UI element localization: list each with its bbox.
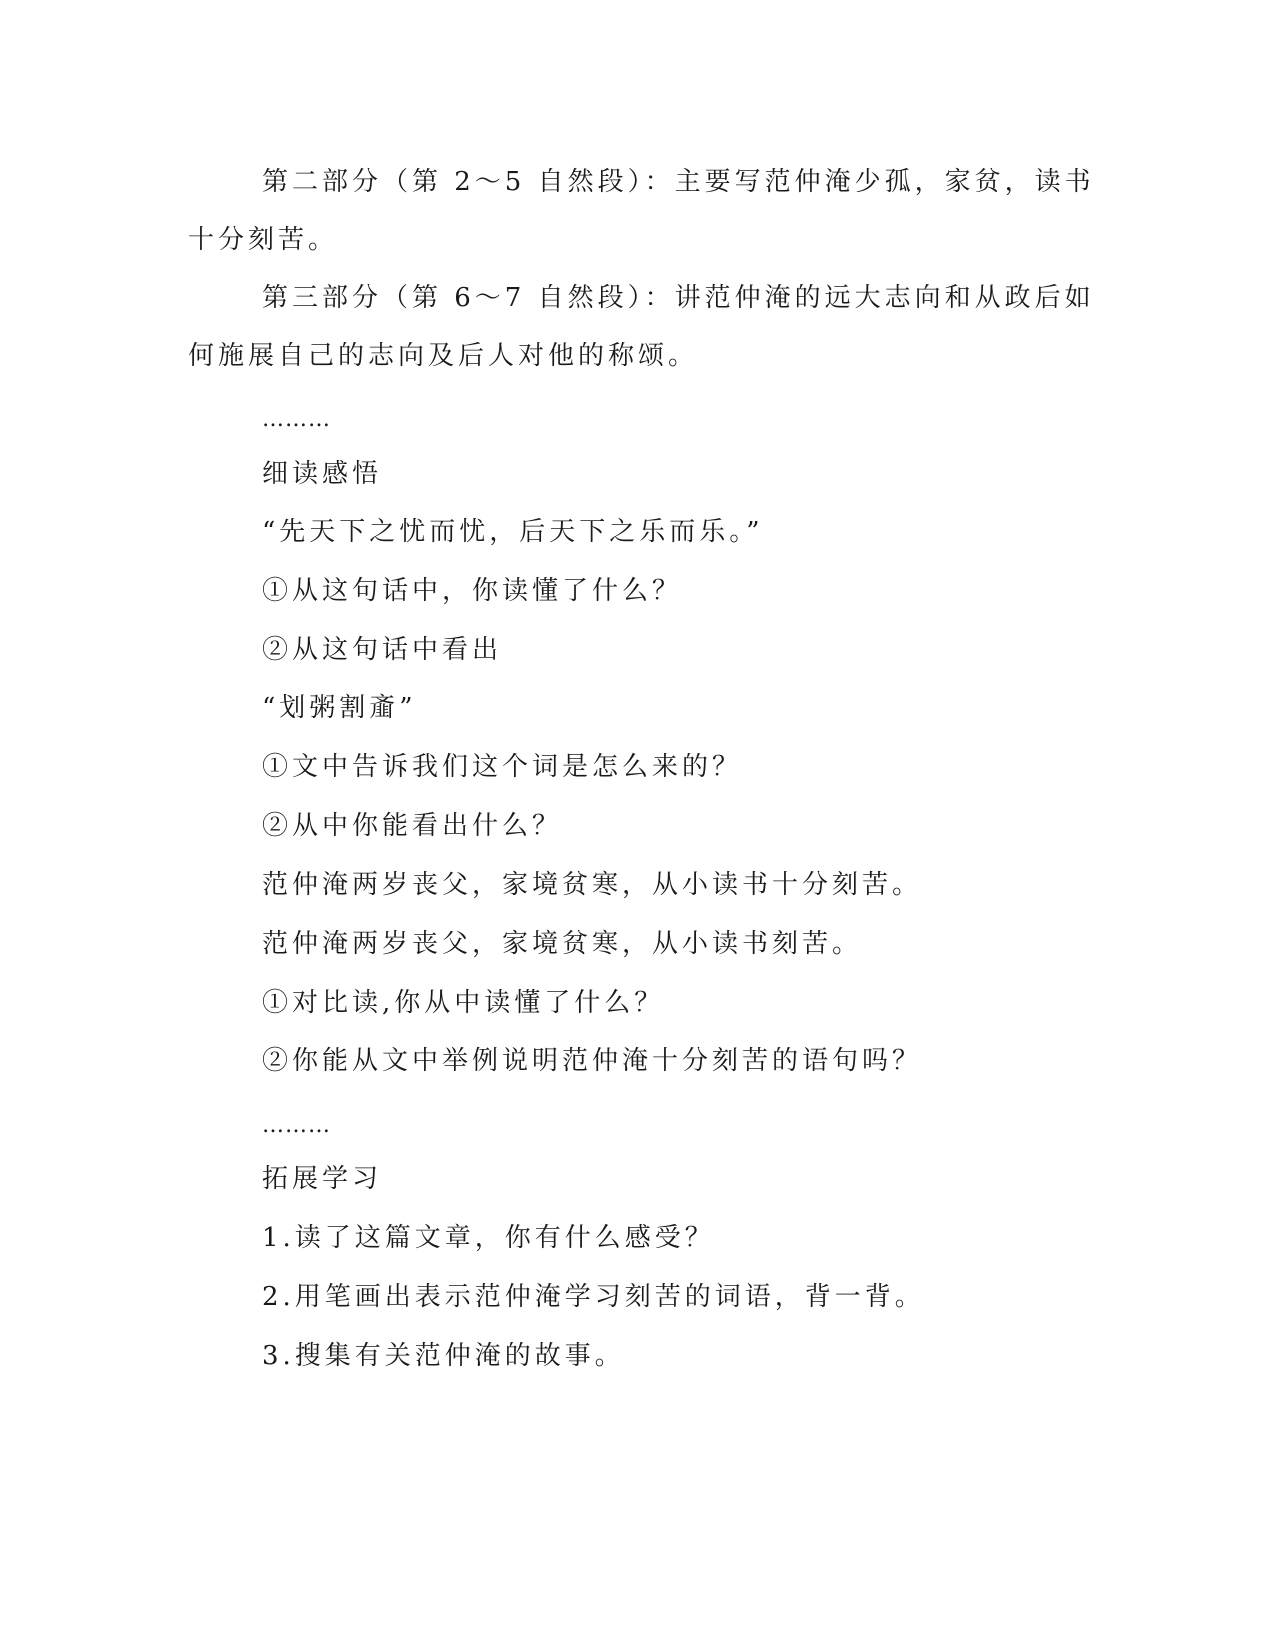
task-item: 3.搜集有关范仲淹的故事。 — [262, 1341, 625, 1371]
task-item: 2.用笔画出表示范仲淹学习刻苦的词语，背一背。 — [262, 1282, 925, 1312]
example-sentence: 范仲淹两岁丧父，家境贫寒，从小读书十分刻苦。 — [262, 870, 923, 900]
paragraph-part-two: 第二部分（第 2～5 自然段）：主要写范仲淹少孤，家贫，读书 — [262, 167, 1095, 197]
question-item: ①对比读,你从中读懂了什么？ — [262, 988, 665, 1018]
quote-line: “划粥割齑” — [262, 693, 417, 723]
task-item: 1.读了这篇文章，你有什么感受？ — [262, 1223, 715, 1253]
question-item: ①从这句话中，你读懂了什么？ — [262, 576, 683, 606]
section-heading-close-reading: 细读感悟 — [262, 459, 383, 489]
question-item: ②从中你能看出什么？ — [262, 811, 563, 841]
section-heading-extended-learning: 拓展学习 — [262, 1164, 383, 1194]
paragraph-part-two-continued: 十分刻苦。 — [188, 225, 339, 255]
quote-line: “先天下之忧而忧，后天下之乐而乐。” — [262, 517, 764, 547]
question-item: ②你能从文中举例说明范仲淹十分刻苦的语句吗？ — [262, 1046, 923, 1076]
paragraph-part-three-continued: 何施展自己的志向及后人对他的称颂。 — [188, 341, 699, 371]
ellipsis-separator: ……… — [262, 407, 331, 432]
question-item: ②从这句话中看出 — [262, 635, 503, 665]
example-sentence: 范仲淹两岁丧父，家境贫寒，从小读书刻苦。 — [262, 929, 863, 959]
ellipsis-separator: ……… — [262, 1113, 331, 1138]
paragraph-part-three: 第三部分（第 6～7 自然段）：讲范仲淹的远大志向和从政后如 — [262, 283, 1095, 313]
question-item: ①文中告诉我们这个词是怎么来的？ — [262, 752, 743, 782]
